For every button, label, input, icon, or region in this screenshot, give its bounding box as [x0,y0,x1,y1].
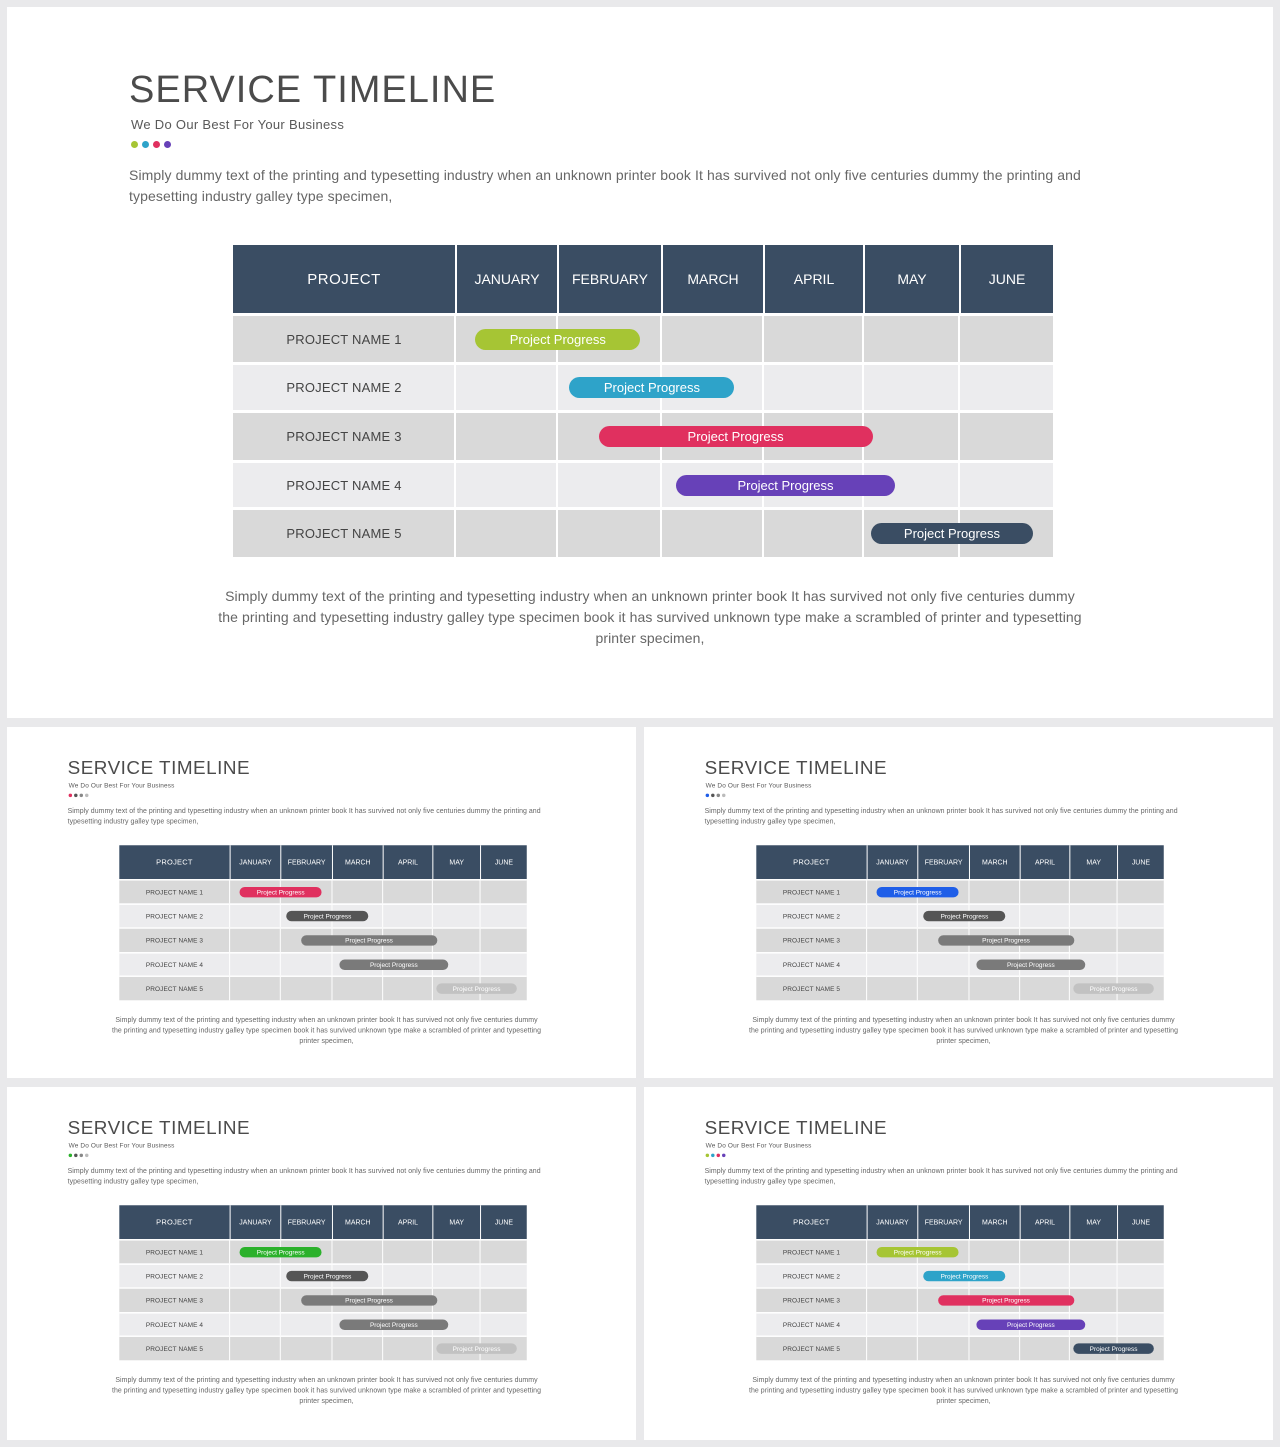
project-name: PROJECT NAME 2 [145,912,204,920]
progress-bar: Project Progress [871,523,1034,544]
header-month-january: JANUARY [867,845,918,879]
gantt-table [119,1205,526,1360]
gantt-table [756,845,1163,1000]
grid-line [382,881,383,904]
accent-dot [80,794,83,797]
slide-title: SERVICE TIMELINE [67,1117,251,1139]
header-month-february: FEBRUARY [280,845,332,879]
grid-line [762,510,764,557]
accent-dots [69,1154,89,1158]
grid-line [866,1337,867,1360]
project-name: PROJECT NAME 3 [782,936,841,945]
progress-bar: Project Progress [676,475,894,496]
grid-line [762,365,764,410]
header-month-may: MAY [1069,1205,1117,1239]
header-month-february: FEBRUARY [917,1205,969,1239]
grid-line [1117,954,1118,976]
grid-line [382,1337,383,1360]
grid-line [866,929,867,952]
project-name: PROJECT NAME 2 [782,1272,841,1280]
header-month-april: APRIL [383,845,433,879]
grid-line [917,1265,918,1287]
grid-line [1019,881,1020,904]
project-name: PROJECT NAME 3 [145,936,204,945]
gantt-header [756,1205,1163,1239]
accent-dot [153,141,160,148]
project-name: PROJECT NAME 5 [145,984,204,993]
header-month-january: JANUARY [230,1205,281,1239]
gantt-header [756,845,1163,879]
accent-dot [74,1154,77,1157]
grid-line [660,463,662,507]
header-month-march: MARCH [969,1205,1020,1239]
grid-line [280,954,281,976]
accent-dot [142,141,149,148]
gantt-header [233,245,1053,313]
grid-line [1019,1265,1020,1287]
grid-line [331,1241,332,1264]
grid-line [1117,929,1118,952]
intro-text: Simply dummy text of the printing and typesetting industry when an unknown printer book It has survived not only five centuries dummy the printing and typesetting industry galley type specimen, [704,1166,1178,1185]
intro-text: Simply dummy text of the printing and typesetting industry when an unknown printer book It has survived not only five centuries dummy the printing and typesetting industry galley type specimen, [129,167,1081,204]
progress-bar: Project Progress [436,983,517,993]
gantt-table [756,1205,1163,1360]
grid-line [917,1337,918,1360]
grid-line [862,316,864,362]
grid-line [917,1289,918,1312]
project-name: PROJECT NAME 3 [145,1296,204,1305]
grid-line [280,905,281,927]
grid-line [480,954,481,976]
slide-thumbnail-2 [644,727,1273,1078]
gantt-header [119,1205,526,1239]
grid-line [432,1265,433,1287]
slide-title: SERVICE TIMELINE [129,69,497,111]
grid-line [229,1337,230,1360]
header-month-may: MAY [863,245,959,313]
gantt-row [119,927,526,952]
grid-line [866,905,867,927]
grid-line [229,954,230,976]
grid-line [1117,881,1118,904]
header-month-may: MAY [432,1205,480,1239]
progress-bar: Project Progress [877,887,959,897]
accent-dot [164,141,171,148]
grid-line [866,1241,867,1264]
grid-line [660,316,662,362]
header-month-february: FEBRUARY [917,845,969,879]
gantt-row [119,952,526,975]
project-name: PROJECT NAME 2 [286,380,402,395]
progress-bar: Project Progress [340,960,449,970]
header-project: PROJECT [156,1217,193,1227]
accent-dot [85,794,88,797]
grid-line [280,1337,281,1360]
grid-line [480,905,481,927]
grid-line [454,316,456,362]
grid-line [229,977,230,1000]
grid-line [556,413,558,460]
grid-line [454,463,456,507]
progress-bar: Project Progress [286,1271,368,1281]
accent-dot [69,794,72,797]
gantt-header [119,845,526,879]
grid-line [229,881,230,904]
accent-dot [711,1154,714,1157]
grid-line [866,954,867,976]
gantt-row [756,952,1163,975]
grid-line [382,905,383,927]
grid-line [1019,1337,1020,1360]
header-month-june: JUNE [959,245,1053,313]
header-month-april: APRIL [1020,1205,1070,1239]
grid-line [1069,1241,1070,1264]
slide-thumbnail-3 [7,1087,636,1440]
project-name: PROJECT NAME 1 [286,331,402,347]
project-name: PROJECT NAME 4 [145,960,204,969]
grid-line [1019,977,1020,1000]
header-month-june: JUNE [480,845,527,879]
progress-bar: Project Progress [475,329,640,350]
header-project: PROJECT [156,857,193,867]
accent-dots [706,1154,726,1158]
header-month-june: JUNE [1117,1205,1164,1239]
project-name: PROJECT NAME 2 [782,912,841,920]
slide-title: SERVICE TIMELINE [704,757,888,779]
header-month-march: MARCH [332,1205,383,1239]
header-month-january: JANUARY [867,1205,918,1239]
project-name: PROJECT NAME 4 [782,1320,841,1329]
grid-line [432,905,433,927]
accent-dot [80,1154,83,1157]
gantt-row [119,1239,526,1263]
slide-subtitle: We Do Our Best For Your Business [68,781,175,790]
grid-line [1069,1265,1070,1287]
accent-dot [711,794,714,797]
grid-line [454,365,456,410]
grid-line [280,1314,281,1336]
grid-line [1069,881,1070,904]
outro-text: Simply dummy text of the printing and typesetting industry when an unknown printer book It has survived not only five centuries dummy the printing and typesetting industry galley type specimen book it has survived unknown type make a scrambled of printer and typesetting printer specimen, [111,1375,542,1405]
slide-main [7,7,1273,718]
gantt-row [233,410,1053,460]
gantt-row [119,1335,526,1360]
grid-line [958,365,960,410]
grid-line [866,1314,867,1336]
accent-dot [706,794,709,797]
accent-dot [85,1154,88,1157]
grid-line [480,1241,481,1264]
grid-line [229,905,230,927]
grid-line [454,510,456,557]
grid-line [480,929,481,952]
header-month-january: JANUARY [455,245,557,313]
accent-dot [74,794,77,797]
grid-line [229,929,230,952]
project-name: PROJECT NAME 5 [782,984,841,993]
outro-text: Simply dummy text of the printing and typesetting industry when an unknown printer book It has survived not only five centuries dummy the printing and typesetting industry galley type specimen book it has survived unknown type make a scrambled of printer and typesetting printer specimen, [748,1375,1179,1405]
progress-bar: Project Progress [436,1343,517,1353]
grid-line [866,881,867,904]
slide-thumbnail-4 [644,1087,1273,1440]
slide-subtitle: We Do Our Best For Your Business [68,1141,175,1150]
intro-text: Simply dummy text of the printing and typesetting industry when an unknown printer book It has survived not only five centuries dummy the printing and typesetting industry galley type specimen, [67,1166,541,1185]
gantt-row [756,1263,1163,1287]
grid-line [382,977,383,1000]
grid-line [660,510,662,557]
gantt-row [233,313,1053,362]
header-month-february: FEBRUARY [280,1205,332,1239]
gantt-row [233,507,1053,557]
progress-bar: Project Progress [240,1247,322,1257]
grid-line [280,977,281,1000]
gantt-row [756,879,1163,903]
outro-text: Simply dummy text of the printing and typesetting industry when an unknown printer book It has survived not only five centuries dummy the printing and typesetting industry galley type specimen book it has survived unknown type make a scrambled of printer and typesetting printer specimen, [748,1015,1179,1045]
grid-line [1019,905,1020,927]
progress-bar: Project Progress [938,935,1074,945]
accent-dot [706,1154,709,1157]
grid-line [958,316,960,362]
grid-line [382,1265,383,1287]
progress-bar: Project Progress [938,1295,1074,1305]
project-name: PROJECT NAME 1 [782,1248,841,1256]
grid-line [917,905,918,927]
grid-line [480,1289,481,1312]
grid-line [1117,1289,1118,1312]
grid-line [1117,1241,1118,1264]
grid-line [958,463,960,507]
intro-text: Simply dummy text of the printing and typesetting industry when an unknown printer book It has survived not only five centuries dummy the printing and typesetting industry galley type specimen, [704,806,1178,825]
progress-bar: Project Progress [923,911,1005,921]
grid-line [866,977,867,1000]
accent-dots [706,794,726,798]
gantt-row [756,1312,1163,1335]
header-project: PROJECT [307,270,381,288]
gantt-row [119,975,526,1000]
grid-line [762,316,764,362]
project-name: PROJECT NAME 5 [286,526,402,541]
gantt-row [119,1263,526,1287]
grid-line [1069,905,1070,927]
gantt-row [119,1312,526,1335]
project-name: PROJECT NAME 1 [145,888,204,896]
grid-line [229,1241,230,1264]
grid-line [1019,1241,1020,1264]
grid-line [968,954,969,976]
accent-dot [131,141,138,148]
outro-text: Simply dummy text of the printing and typesetting industry when an unknown printer book It has survived not only five centuries dummy the printing and typesetting industry galley type specimen book it has survived unknown type make a scrambled of printer and typesetting printer specimen, [218,588,1082,646]
project-name: PROJECT NAME 3 [286,429,402,444]
accent-dot [717,794,720,797]
grid-line [280,1265,281,1287]
grid-line [229,1314,230,1336]
grid-line [968,1337,969,1360]
grid-line [866,1265,867,1287]
project-name: PROJECT NAME 5 [782,1344,841,1353]
grid-line [866,1289,867,1312]
project-name: PROJECT NAME 4 [782,960,841,969]
grid-line [480,881,481,904]
grid-line [229,1289,230,1312]
grid-line [1117,1265,1118,1287]
grid-line [862,365,864,410]
accent-dot [722,794,725,797]
grid-line [331,1337,332,1360]
grid-line [480,1314,481,1336]
header-month-february: FEBRUARY [557,245,661,313]
slide-subtitle: We Do Our Best For Your Business [705,781,812,790]
grid-line [1117,1314,1118,1336]
grid-line [331,954,332,976]
header-month-march: MARCH [332,845,383,879]
progress-bar: Project Progress [1073,1343,1154,1353]
grid-line [280,1289,281,1312]
grid-line [968,881,969,904]
progress-bar: Project Progress [569,377,734,398]
accent-dot [722,1154,725,1157]
grid-line [331,881,332,904]
project-name: PROJECT NAME 2 [145,1272,204,1280]
grid-line [917,1314,918,1336]
gantt-row [756,1335,1163,1360]
grid-line [280,929,281,952]
header-month-march: MARCH [661,245,763,313]
intro-text: Simply dummy text of the printing and typesetting industry when an unknown printer book It has survived not only five centuries dummy the printing and typesetting industry galley type specimen, [67,806,541,825]
header-month-may: MAY [1069,845,1117,879]
header-month-june: JUNE [480,1205,527,1239]
slide-thumbnail-1 [7,727,636,1078]
grid-line [862,510,864,557]
grid-line [968,1314,969,1336]
grid-line [480,1265,481,1287]
grid-line [1069,1337,1070,1360]
grid-line [958,413,960,460]
grid-line [917,929,918,952]
slide-title: SERVICE TIMELINE [704,1117,888,1139]
accent-dots [131,141,171,149]
accent-dots [69,794,89,798]
grid-line [432,977,433,1000]
header-project: PROJECT [793,857,830,867]
progress-bar: Project Progress [286,911,368,921]
progress-bar: Project Progress [301,1295,437,1305]
project-name: PROJECT NAME 1 [782,888,841,896]
project-name: PROJECT NAME 3 [782,1296,841,1305]
progress-bar: Project Progress [1073,983,1154,993]
grid-line [1117,905,1118,927]
grid-line [229,1265,230,1287]
grid-line [917,954,918,976]
grid-line [917,977,918,1000]
grid-line [968,1241,969,1264]
header-month-april: APRIL [1020,845,1070,879]
progress-bar: Project Progress [340,1320,449,1330]
grid-line [432,1337,433,1360]
gantt-row [119,1287,526,1312]
grid-line [556,510,558,557]
progress-bar: Project Progress [877,1247,959,1257]
slide-subtitle: We Do Our Best For Your Business [131,117,345,132]
header-month-april: APRIL [763,245,863,313]
gantt-row [233,362,1053,410]
header-project: PROJECT [793,1217,830,1227]
grid-line [556,463,558,507]
grid-line [432,1241,433,1264]
progress-bar: Project Progress [977,960,1086,970]
gantt-row [756,975,1163,1000]
header-month-june: JUNE [1117,845,1164,879]
progress-bar: Project Progress [301,935,437,945]
grid-line [1069,977,1070,1000]
gantt-row [756,1239,1163,1263]
gantt-row [756,1287,1163,1312]
outro-text: Simply dummy text of the printing and typesetting industry when an unknown printer book It has survived not only five centuries dummy the printing and typesetting industry galley type specimen book it has survived unknown type make a scrambled of printer and typesetting printer specimen, [111,1015,542,1045]
grid-line [556,365,558,410]
slide-subtitle: We Do Our Best For Your Business [705,1141,812,1150]
progress-bar: Project Progress [923,1271,1005,1281]
grid-line [382,1241,383,1264]
header-month-january: JANUARY [230,845,281,879]
slide-title: SERVICE TIMELINE [67,757,251,779]
grid-line [454,413,456,460]
project-name: PROJECT NAME 1 [145,1248,204,1256]
progress-bar: Project Progress [977,1320,1086,1330]
gantt-table [119,845,526,1000]
accent-dot [69,1154,72,1157]
gantt-row [233,460,1053,507]
grid-line [968,977,969,1000]
grid-line [432,881,433,904]
accent-dot [717,1154,720,1157]
gantt-row [756,903,1163,927]
project-name: PROJECT NAME 4 [286,477,402,493]
header-month-march: MARCH [969,845,1020,879]
progress-bar: Project Progress [240,887,322,897]
gantt-row [756,927,1163,952]
gantt-row [119,903,526,927]
progress-bar: Project Progress [599,426,873,447]
header-month-april: APRIL [383,1205,433,1239]
project-name: PROJECT NAME 5 [145,1344,204,1353]
gantt-table [233,245,1053,557]
header-month-may: MAY [432,845,480,879]
gantt-row [119,879,526,903]
grid-line [331,1314,332,1336]
grid-line [331,977,332,1000]
project-name: PROJECT NAME 4 [145,1320,204,1329]
